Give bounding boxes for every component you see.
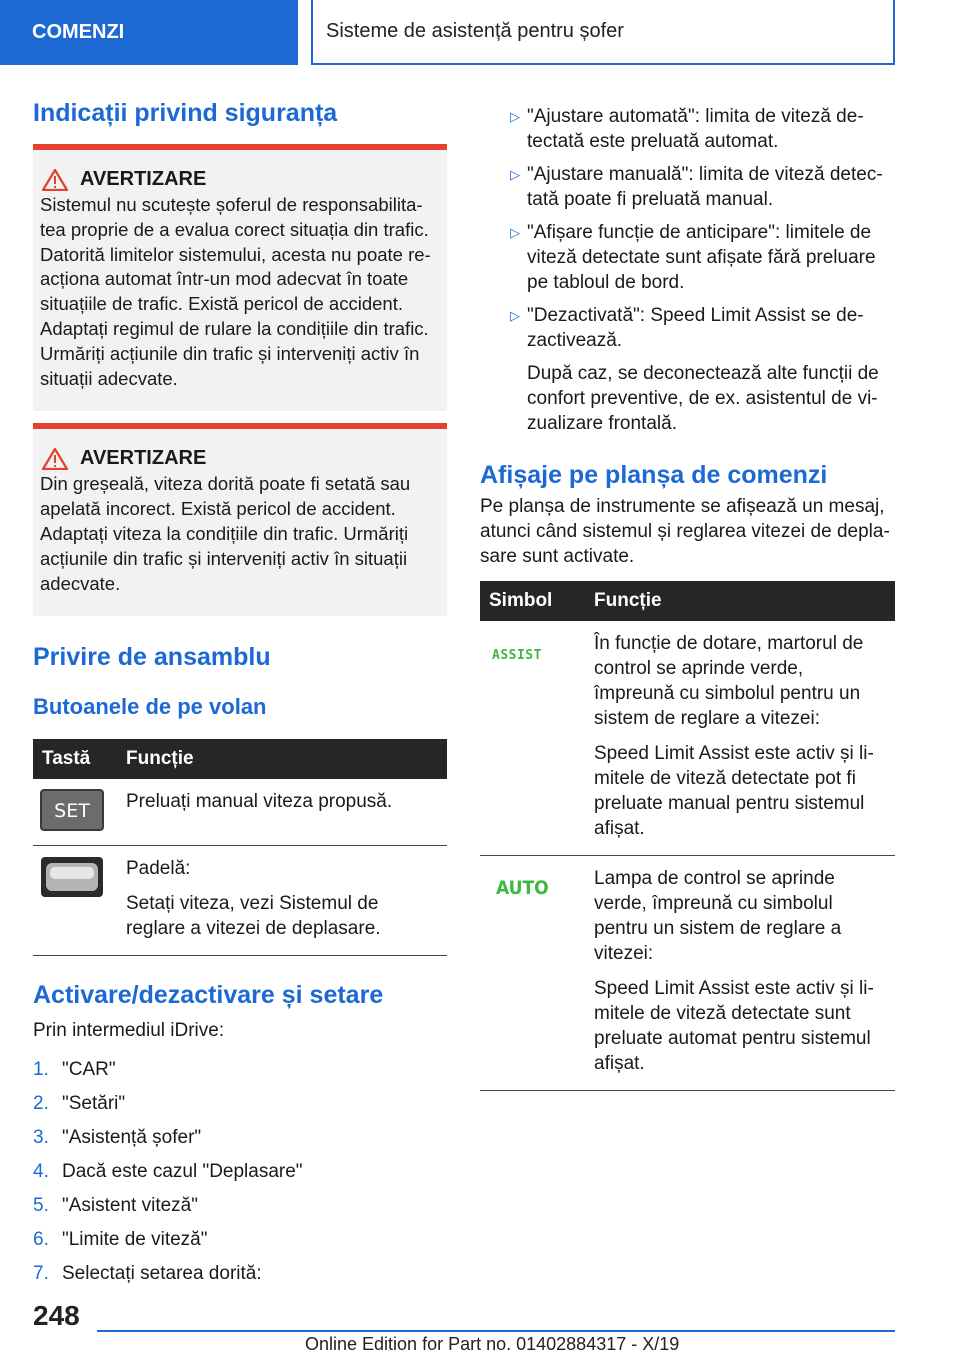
overview-heading: Privire de ansamblu: [33, 643, 271, 672]
warning-text: Din greșeală, viteza dorită poate fi setată sau apelată incorect. Există pericol de accident. Adaptați viteza la condițiile din trafic. Urmăriți acțiunile din trafic și interveniți activ în situații adecvate.: [40, 473, 411, 594]
cell-text: Lampa de control se aprinde verde, împreună cu simbolul pentru un sistem de reglare a vitezei:: [594, 868, 842, 964]
triangle-bullet-icon: ▷: [510, 109, 520, 124]
step-text: Selectați setarea dorită:: [62, 1262, 262, 1284]
page-number: 248: [33, 1300, 80, 1331]
triangle-bullet-icon: ▷: [510, 167, 520, 182]
warning-title-row: [40, 168, 439, 191]
warning-title-row: [40, 447, 439, 470]
list-item: [480, 104, 895, 154]
step-number: 6.: [33, 1228, 49, 1250]
table-row: [480, 621, 895, 856]
list-item: [480, 303, 895, 436]
step-text: "Asistență șofer": [62, 1126, 202, 1148]
warning-triangle-icon: [42, 169, 68, 191]
chapter-label: COMENZI: [32, 21, 125, 43]
footer-divider: [97, 1330, 895, 1332]
assist-indicator-icon: ASSIST: [492, 648, 542, 663]
cell-text: Preluați manual viteza propusă.: [126, 790, 393, 812]
cell-text: Padelă:: [126, 857, 191, 879]
table-cell-icon: [33, 845, 117, 955]
step-text: "CAR": [62, 1058, 116, 1080]
warning-box-1: [33, 144, 447, 411]
warning-box-2: [33, 423, 447, 616]
display-heading: Afișaje pe planșa de comenzi: [480, 461, 828, 489]
activate-heading: Activare/dezactivare și setare: [33, 980, 384, 1009]
table-cell: [117, 845, 447, 955]
set-button-label: SET: [54, 799, 90, 822]
warning-title: AVERTIZARE: [80, 168, 207, 190]
option-body: [527, 303, 895, 436]
warning-title: AVERTIZARE: [80, 447, 207, 470]
auto-indicator-icon: AUTO: [496, 877, 549, 899]
activate-intro: Prin intermediul iDrive:: [33, 1019, 225, 1041]
list-item: [33, 1125, 447, 1150]
list-item: [480, 220, 895, 295]
left-column: [33, 98, 447, 1295]
step-text: "Setări": [62, 1092, 126, 1114]
step-text: "Asistent viteză": [62, 1194, 198, 1216]
cell-text: Speed Limit Assist este activ și li‐mitele de viteză detectate pot fi preluate manual pentru sistemul afișat.: [594, 743, 874, 839]
warning-text: Sistemul nu scutește șoferul de responsabilita‐tea proprie de a evalua corect situația din trafic. Datorită limitelor sistemului, acesta nu poate re‐acționa automat într-un mod adecvat în toate situațiile de trafic. Există pericol de accident. Adaptați regimul de rulare la condițiile din trafic. Urmăriți acțiunile din trafic și interveniți activ în situații adecvate.: [40, 194, 431, 389]
display-intro: Pe planșa de instrumente se afișează un mesaj, atunci când sistemul și reglarea vitezei de depla‐sare sunt activate.: [480, 496, 890, 567]
list-item: [33, 1091, 447, 1116]
table-cell-symbol: [480, 856, 585, 1091]
table-header-row: [33, 739, 447, 779]
column-header: Funcție: [117, 739, 447, 779]
set-button-icon: [40, 789, 104, 831]
option-text: "Dezactivată": Speed Limit Assist se de‐zactivează.: [527, 305, 864, 351]
table-header-row: [480, 581, 895, 621]
chapter-tab: [0, 0, 298, 65]
table-cell: [585, 856, 895, 1091]
safety-heading: Indicații privind siguranța: [33, 99, 338, 127]
table-row: [33, 779, 447, 846]
rocker-paddle-icon: [40, 856, 104, 898]
step-number: 3.: [33, 1126, 49, 1148]
table-cell: [117, 779, 447, 846]
edition-note: Online Edition for Part no. 01402884317 - X/19: [305, 1334, 680, 1354]
symbol-table: [480, 581, 895, 1091]
triangle-bullet-icon: ▷: [510, 308, 520, 323]
list-item: [33, 1193, 447, 1218]
column-header: Simbol: [480, 581, 585, 621]
list-item: [33, 1057, 447, 1082]
steps-list: [33, 1057, 447, 1286]
step-text: "Limite de viteză": [62, 1228, 208, 1250]
option-text: "Ajustare automată": limita de viteză de‐tectată este preluată automat.: [527, 106, 864, 152]
list-item: [33, 1227, 447, 1252]
step-number: 5.: [33, 1194, 49, 1216]
cell-text: Speed Limit Assist este activ și li‐mitele de viteză detectate sunt preluate automat pentru sistemul afișat.: [594, 978, 874, 1074]
warning-triangle-icon: [42, 448, 68, 470]
step-number: 4.: [33, 1160, 49, 1182]
list-item: [33, 1159, 447, 1184]
table-row: [33, 845, 447, 955]
cell-text: Setați viteza, vezi Sistemul de reglare a vitezei de deplasare.: [126, 892, 381, 939]
table-row: [480, 856, 895, 1091]
option-text: "Afișare funcție de anticipare": limitele de viteză detectate sunt afișate fără preluare pe tabloul de bord.: [527, 222, 876, 293]
cell-text: În funcție de dotare, martorul de control se aprinde verde, împreună cu simbolul pentru un sistem de reglare a vitezei:: [594, 633, 864, 729]
steering-buttons-heading: Butoanele de pe volan: [33, 694, 267, 720]
section-label: Sisteme de asistență pentru șofer: [326, 20, 624, 42]
table-cell: [585, 621, 895, 856]
table-cell-icon: [33, 779, 117, 846]
button-table: [33, 739, 447, 956]
step-text: Dacă este cazul "Deplasare": [62, 1160, 303, 1182]
section-header: [311, 0, 895, 65]
step-number: 2.: [33, 1092, 49, 1114]
option-text: "Ajustare manuală": limita de viteză detec‐tată poate fi preluată manual.: [527, 164, 883, 210]
right-column: [480, 104, 895, 1091]
table-cell-symbol: [480, 621, 585, 856]
list-item: [480, 162, 895, 212]
column-header: Tastă: [33, 739, 117, 779]
option-note: După caz, se deconectează alte funcții de confort preventive, de ex. asistentul de vi‐zualizare frontală.: [527, 363, 879, 434]
list-item: [33, 1261, 447, 1286]
triangle-bullet-icon: ▷: [510, 225, 520, 240]
step-number: 1.: [33, 1058, 49, 1080]
column-header: Funcție: [585, 581, 895, 621]
step-number: 7.: [33, 1262, 49, 1284]
